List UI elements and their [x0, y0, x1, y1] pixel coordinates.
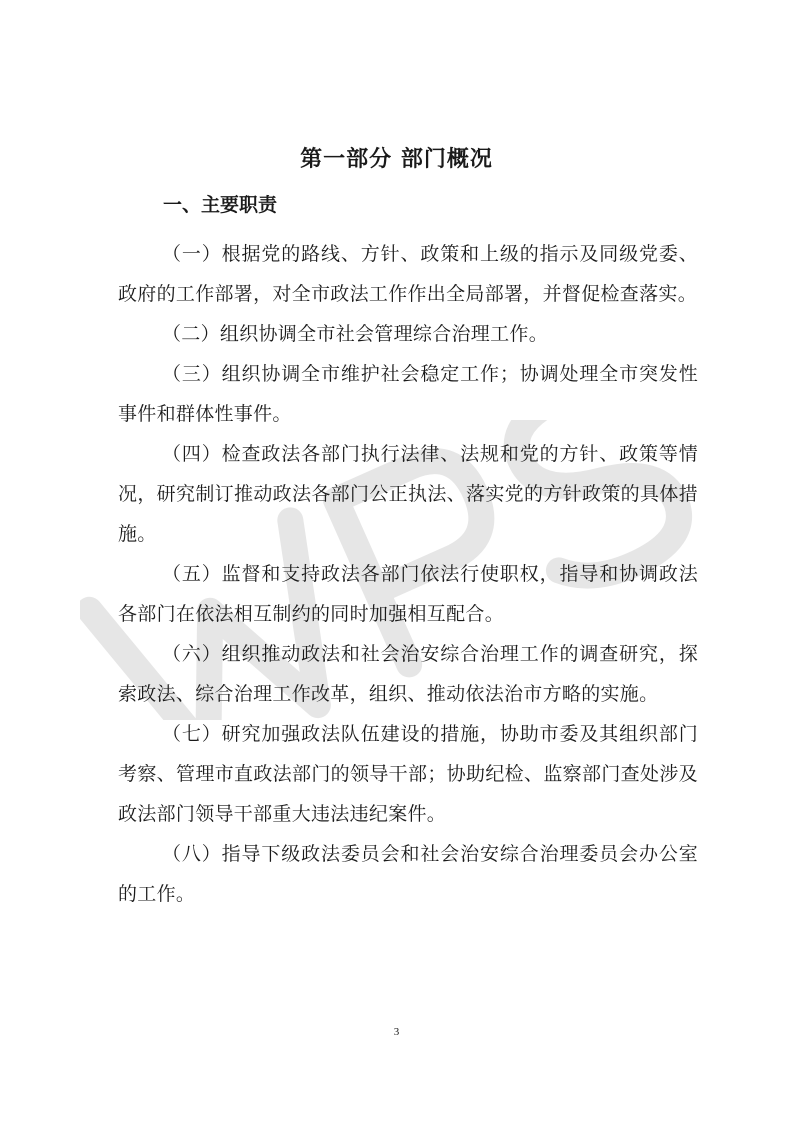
paragraph-duty-1: （一）根据党的路线、方针、政策和上级的指示及同级党委、政府的工作部署，对全市政法工作作出全局部署，并督促检查落实。	[118, 243, 698, 305]
subheading-main-duties: 一、主要职责	[163, 194, 278, 216]
page-number: 3	[393, 1026, 400, 1038]
document-body	[118, 234, 698, 914]
section-title: 第一部分 部门概况	[300, 147, 493, 172]
paragraph-duty-8: （八）指导下级政法委员会和社会治安综合治理委员会办公室的工作。	[118, 843, 698, 905]
paragraph-duty-7: （七）研究加强政法队伍建设的措施，协助市委及其组织部门考察、管理市直政法部门的领导干部；协助纪检、监察部门查处涉及政法部门领导干部重大违法违纪案件。	[118, 723, 698, 825]
paragraph-duty-5: （五）监督和支持政法各部门依法行使职权，指导和协调政法各部门在依法相互制约的同时加强相互配合。	[118, 563, 698, 625]
paragraph-duty-2: （二）组织协调全市社会管理综合治理工作。	[162, 323, 549, 345]
paragraph-duty-3: （三）组织协调全市维护社会稳定工作；协调处理全市突发性事件和群体性事件。	[118, 363, 698, 425]
paragraph-duty-6: （六）组织推动政法和社会治安综合治理工作的调查研究，探索政法、综合治理工作改革，组织、推动依法治市方略的实施。	[118, 643, 698, 705]
paragraph-duty-4: （四）检查政法各部门执行法律、法规和党的方针、政策等情况，研究制订推动政法各部门公正执法、落实党的方针政策的具体措施。	[118, 443, 698, 545]
